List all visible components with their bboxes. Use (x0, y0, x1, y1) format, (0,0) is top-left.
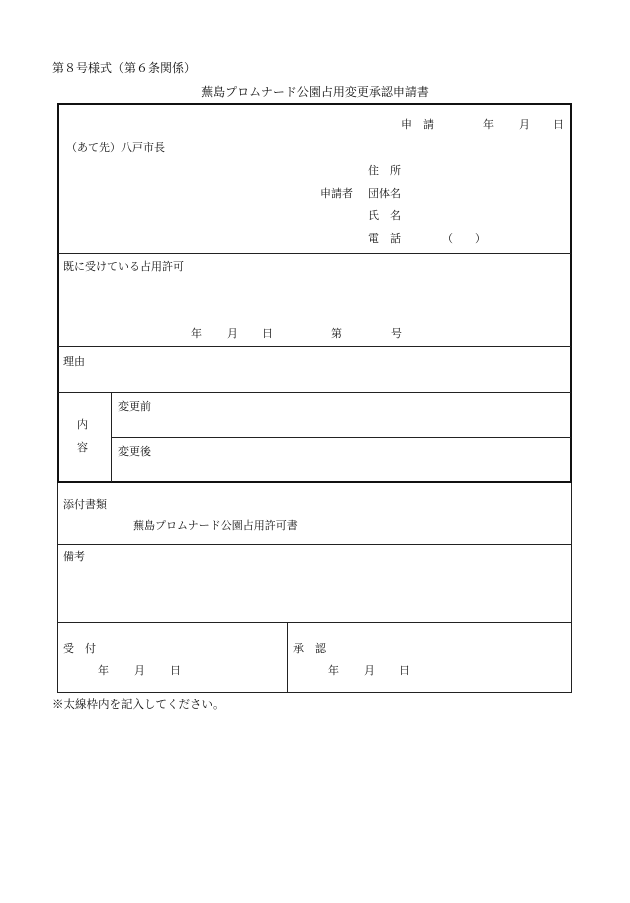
receipt-day: 日 (170, 664, 181, 677)
name-label: 氏 名 (368, 209, 401, 222)
application-year: 年 (483, 118, 494, 131)
approval-year: 年 (328, 664, 339, 677)
approval-label: 承 認 (293, 642, 326, 655)
receipt-month: 月 (134, 664, 145, 677)
input-frame (57, 103, 572, 483)
permit-year: 年 (191, 327, 202, 340)
receipt-label: 受 付 (63, 642, 96, 655)
divider-line (111, 437, 571, 438)
attachments-label: 添付書類 (63, 498, 107, 511)
after-change-label: 変更後 (118, 445, 151, 458)
divider-line (57, 692, 572, 693)
footer-note: ※太線枠内を記入してください。 (52, 697, 225, 711)
divider-line (57, 622, 572, 623)
divider-line (58, 346, 571, 347)
remarks-label: 備考 (63, 550, 85, 563)
permit-month: 月 (227, 327, 238, 340)
contents-label-1: 内 (77, 418, 88, 431)
approval-month: 月 (364, 664, 375, 677)
reason-label: 理由 (63, 355, 85, 368)
applicant-label: 申請者 (320, 187, 353, 200)
divider-line (57, 544, 572, 545)
form-number: 第８号様式（第６条関係） (52, 61, 197, 75)
organization-label: 団体名 (368, 187, 401, 200)
divider-line (111, 393, 112, 482)
application-month: 月 (519, 118, 530, 131)
divider-line (58, 253, 571, 254)
divider-line (57, 483, 58, 693)
application-date-label: 申 請 (401, 118, 434, 131)
permit-day: 日 (262, 327, 273, 340)
address-label: 住 所 (368, 164, 401, 177)
existing-permit-label: 既に受けている占用許可 (63, 260, 184, 273)
phone-paren: （ ） (442, 232, 486, 245)
divider-line (58, 392, 571, 393)
permit-dai: 第 (331, 327, 342, 340)
approval-day: 日 (399, 664, 410, 677)
receipt-year: 年 (98, 664, 109, 677)
attachment-item: 蕪島プロムナード公園占用許可書 (133, 519, 298, 532)
divider-line (571, 483, 572, 693)
application-day: 日 (553, 118, 564, 131)
addressee: （あて先）八戸市長 (66, 141, 165, 154)
page-title: 蕪島プロムナード公園占用変更承認申請書 (201, 85, 429, 99)
divider-line (287, 622, 288, 692)
contents-label-2: 容 (77, 441, 88, 454)
phone-label: 電 話 (368, 232, 401, 245)
before-change-label: 変更前 (118, 400, 151, 413)
permit-go: 号 (391, 327, 402, 340)
